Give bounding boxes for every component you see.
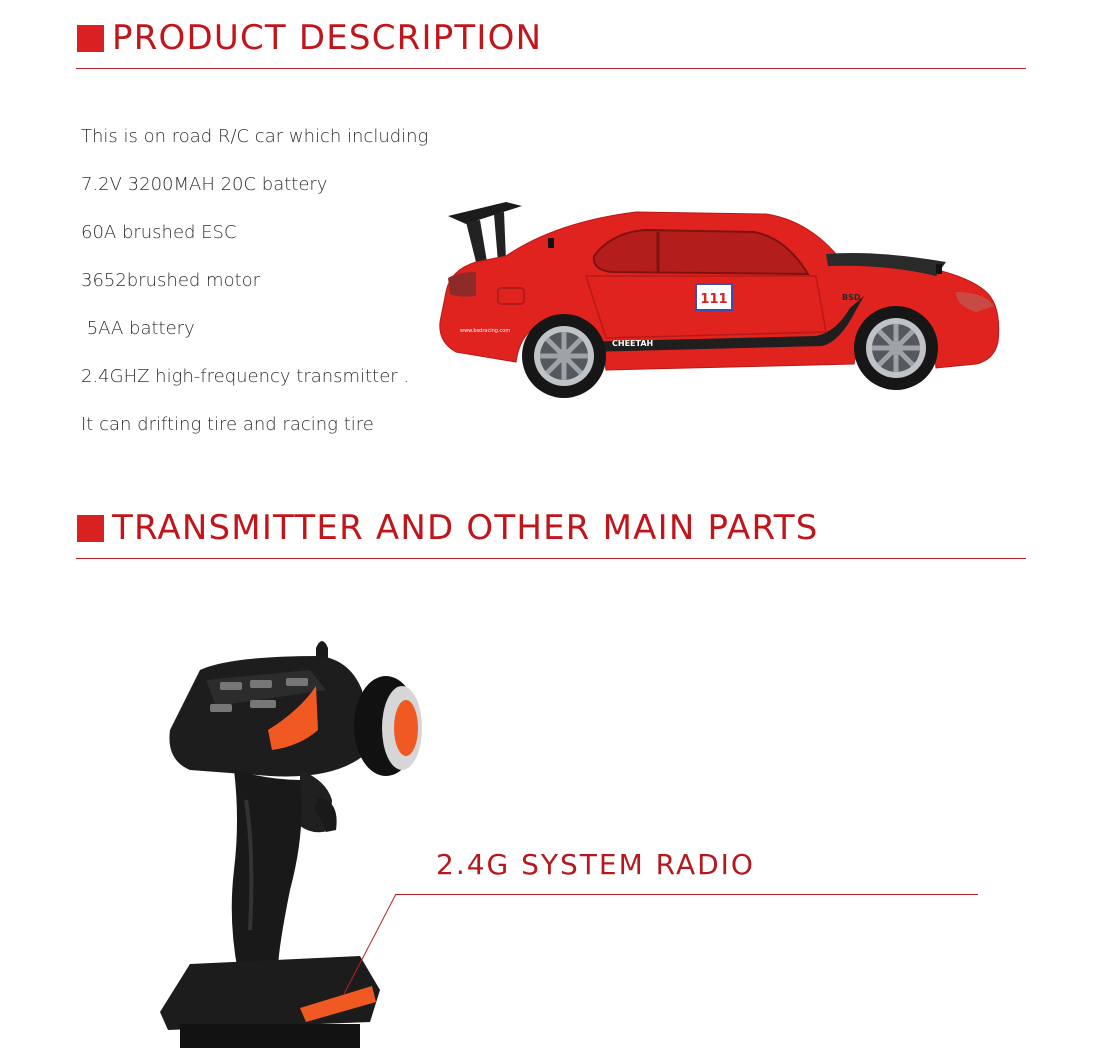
product-description-header bbox=[76, 20, 1026, 69]
system-radio-label: 2.4G SYSTEM RADIO bbox=[436, 848, 755, 881]
product-description-title: PRODUCT DESCRIPTION bbox=[112, 18, 543, 58]
description-line: 60A brushed ESC bbox=[81, 222, 237, 243]
transmitter-header bbox=[76, 510, 1026, 559]
description-line: 2.4GHZ high-frequency transmitter . bbox=[81, 366, 410, 387]
description-line: This is on road R/C car which including bbox=[81, 126, 429, 147]
description-line: 5AA battery bbox=[81, 318, 195, 339]
callout-line bbox=[395, 894, 978, 895]
section-marker bbox=[77, 515, 104, 542]
transmitter-title: TRANSMITTER AND OTHER MAIN PARTS bbox=[112, 508, 819, 548]
rc-car-image bbox=[436, 192, 1006, 412]
description-line: It can drifting tire and racing tire bbox=[81, 414, 374, 435]
description-line: 7.2V 3200MAH 20C battery bbox=[81, 174, 328, 195]
section-marker bbox=[77, 25, 104, 52]
callout-leader-line bbox=[340, 894, 396, 994]
car-name-decal: CHEETAH bbox=[612, 339, 654, 348]
front-wheel bbox=[854, 306, 938, 390]
car-brand-decal: BSD bbox=[842, 293, 861, 302]
car-number: 111 bbox=[700, 292, 728, 307]
car-website-decal: www.bsdracing.com bbox=[460, 328, 511, 334]
product-description-list bbox=[81, 124, 428, 460]
description-line: 3652brushed motor bbox=[81, 270, 261, 291]
rear-wheel bbox=[522, 314, 606, 398]
